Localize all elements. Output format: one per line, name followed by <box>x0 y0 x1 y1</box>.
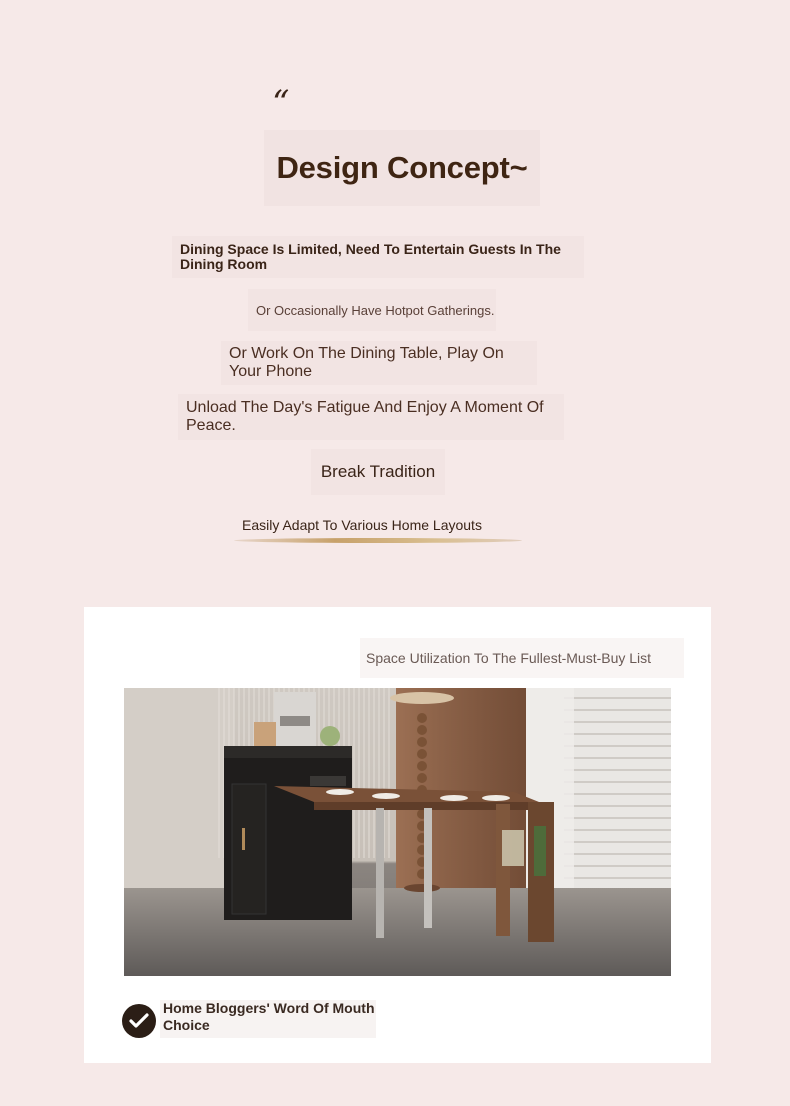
black-cabinet <box>224 746 352 920</box>
page-title: Design Concept~ <box>276 150 528 185</box>
concept-line-5 <box>311 449 445 495</box>
concept-line-1 <box>172 236 584 278</box>
concept-text: Easily Adapt To Various Home Layouts <box>242 517 482 533</box>
dining-room-illustration <box>124 688 671 976</box>
concept-text: Unload The Day's Fatigue And Enjoy A Moment Of Peace. <box>186 399 544 434</box>
coffee-machine <box>254 692 340 746</box>
checkmark-icon <box>122 1004 156 1038</box>
concept-text: Dining Space Is Limited, Need To Entertain Guests In The Dining Room <box>180 241 561 272</box>
quote-mark: “ <box>272 83 290 123</box>
concept-text: Break Tradition <box>320 462 436 481</box>
floor <box>124 888 671 976</box>
concept-text: Or Occasionally Have Hotpot Gatherings. <box>256 302 495 318</box>
concept-line-3 <box>221 341 537 385</box>
concept-text: Or Work On The Dining Table, Play On Your Phone <box>229 345 504 380</box>
concept-line-4 <box>178 394 564 440</box>
title-box <box>264 130 540 206</box>
concept-line-6 <box>234 510 528 540</box>
concept-line-2 <box>248 289 496 331</box>
badge-label: Home Bloggers' Word Of Mouth Choice <box>160 1000 376 1038</box>
gold-underline <box>234 538 522 543</box>
card-tagline: Space Utilization To The Fullest-Must-Buy List <box>360 638 684 678</box>
product-photo <box>124 688 671 976</box>
